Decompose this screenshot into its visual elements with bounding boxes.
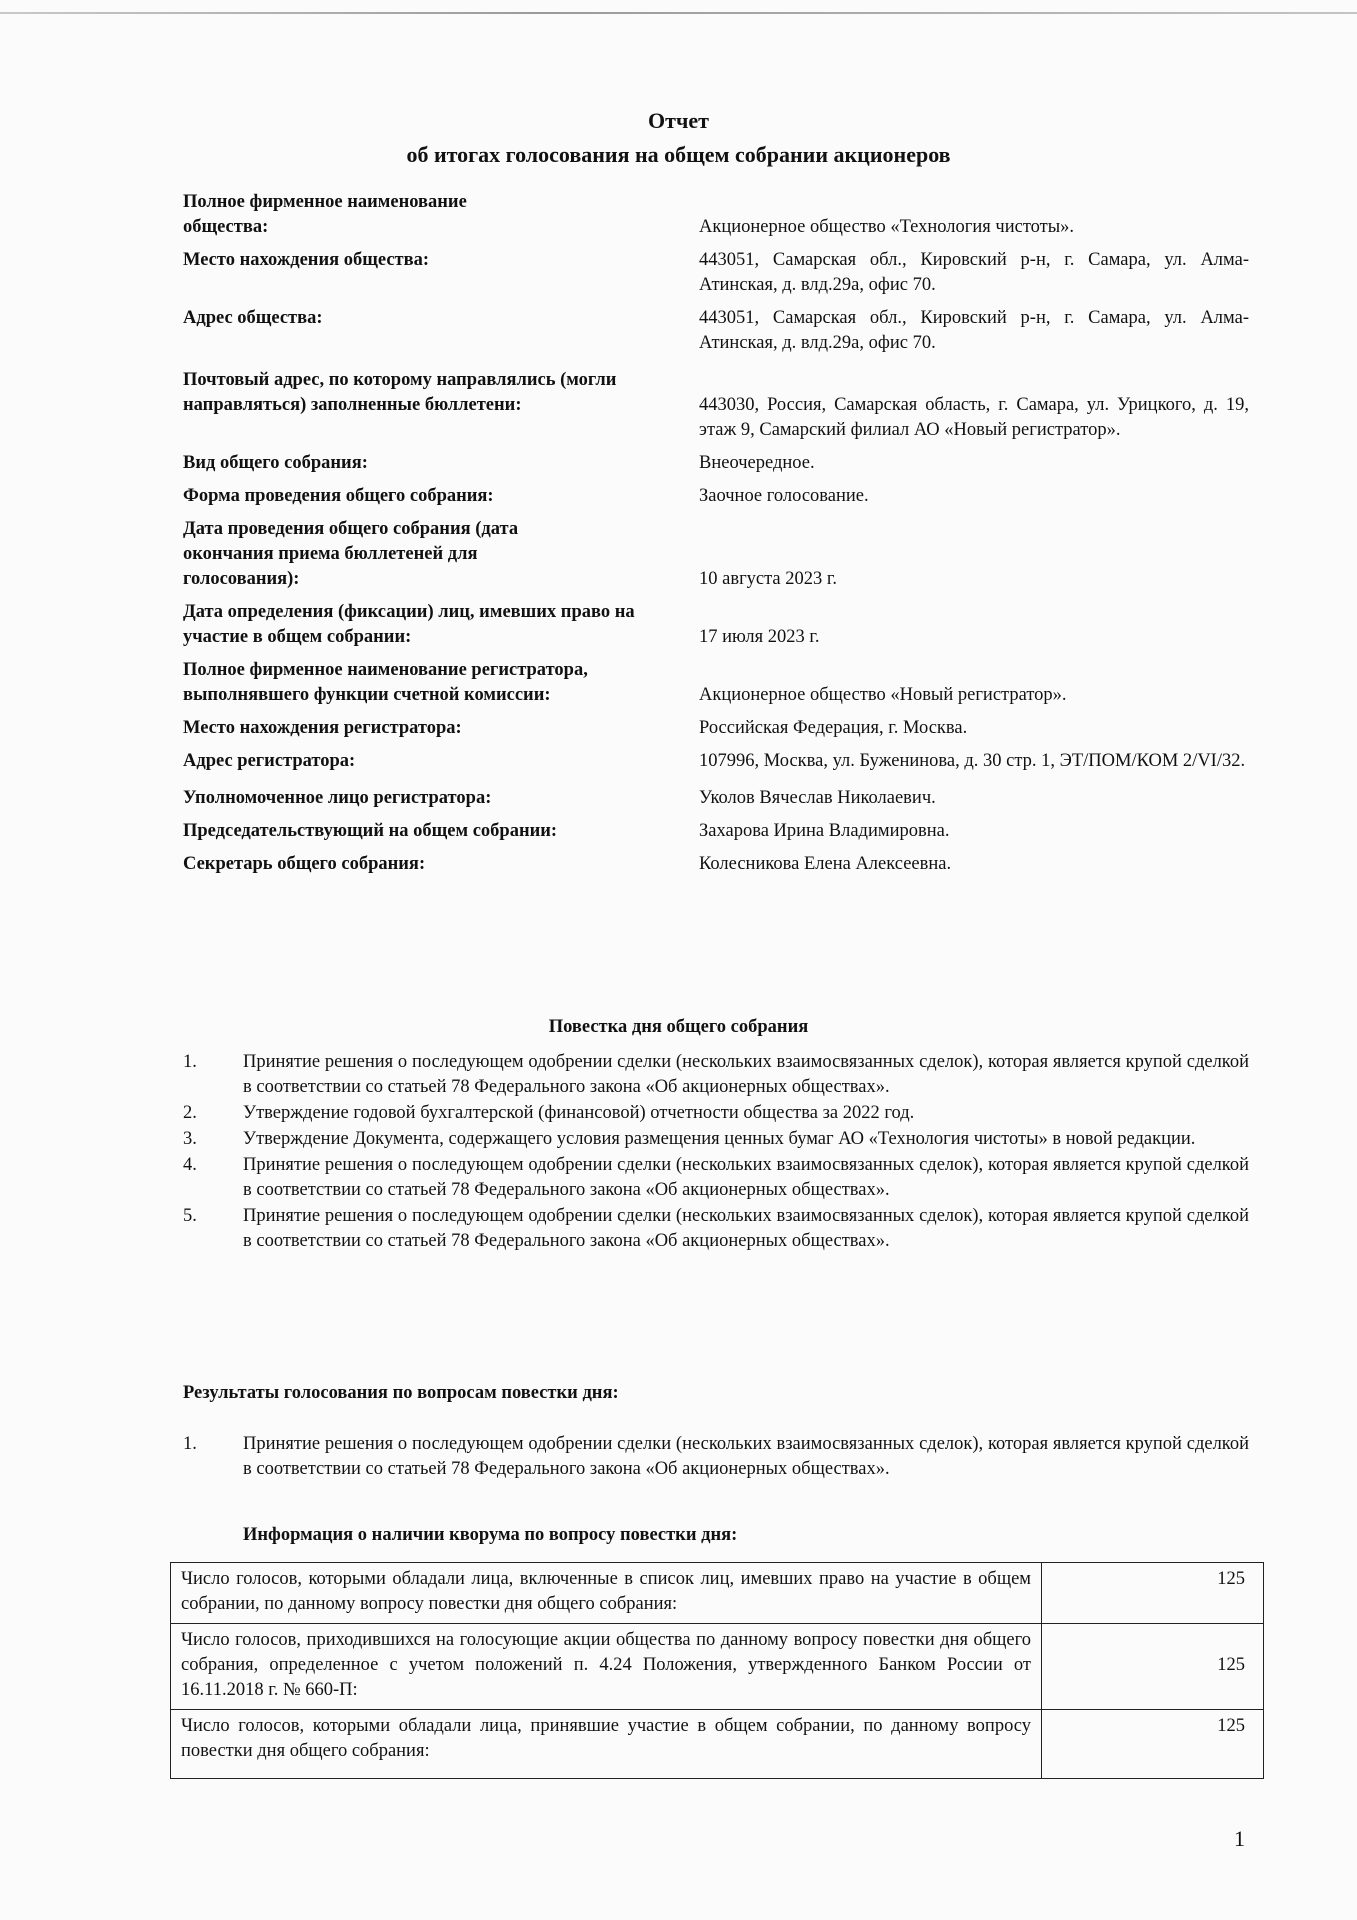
info-row-registrar-representative: [183, 786, 1249, 811]
info-label: Место нахождения общества:: [183, 250, 430, 270]
results-title: Результаты голосования по вопросам повестки дня:: [183, 1383, 619, 1403]
info-row-meeting-type: [183, 451, 1249, 476]
info-row-postal-address: [183, 368, 1249, 443]
quorum-description: Число голосов, которыми обладали лица, принявшие участие в общем собрании, по данному вопросу повестки дня общего собрания:: [171, 1710, 1042, 1779]
info-value: 443030, Россия, Самарская область, г. Самара, ул. Урицкого, д. 19, этаж 9, Самарский филиал АО «Новый регистратор».: [699, 395, 1249, 440]
info-value: 107996, Москва, ул. Буженинова, д. 30 стр. 1, ЭТ/ПОМ/КОМ 2/VI/32.: [699, 751, 1246, 771]
info-row-registrar-location: [183, 716, 1249, 741]
info-value: Внеочередное.: [699, 453, 815, 473]
table-row: [171, 1563, 1264, 1624]
info-row-record-date: [183, 600, 1249, 650]
agenda-item: [183, 1127, 1249, 1152]
agenda-item-number: 5.: [183, 1206, 197, 1226]
info-label: Форма проведения общего собрания:: [183, 486, 494, 506]
agenda-item-number: 4.: [183, 1155, 197, 1175]
info-row-meeting-date: [183, 517, 1249, 592]
table-row: [171, 1710, 1264, 1779]
info-row-registrar-address: [183, 749, 1249, 774]
info-value: Уколов Вячеслав Николаевич.: [699, 788, 936, 808]
info-row-chairman: [183, 819, 1249, 844]
page-number: 1: [1234, 1826, 1245, 1851]
quorum-description: Число голосов, которыми обладали лица, включенные в список лиц, имевших право на участие в общем собрании, по данному вопросу повестки дня общего собрания:: [171, 1563, 1042, 1624]
info-value: Заочное голосование.: [699, 486, 869, 506]
results-question: [183, 1432, 1249, 1482]
agenda-item-text: Принятие решения о последующем одобрении сделки (нескольких взаимосвязанных сделок), которая является крупой сделкой в соответствии со статьей 78 Федерального закона «Об акционерных обществах».: [243, 1206, 1249, 1251]
info-value: 17 июля 2023 г.: [699, 627, 820, 647]
info-label: Адрес регистратора:: [183, 751, 356, 771]
info-value: Российская Федерация, г. Москва.: [699, 718, 968, 738]
info-label: Уполномоченное лицо регистратора:: [183, 788, 492, 808]
results-item: [183, 1432, 1249, 1483]
table-row: [171, 1624, 1264, 1710]
agenda-item-text: Принятие решения о последующем одобрении сделки (нескольких взаимосвязанных сделок), которая является крупой сделкой в соответствии со статьей 78 Федерального закона «Об акционерных обществах».: [243, 1052, 1249, 1097]
info-label: Место нахождения регистратора:: [183, 718, 462, 738]
info-value: Акционерное общество «Новый регистратор».: [699, 685, 1067, 705]
agenda-list: [183, 1050, 1249, 1255]
agenda-item: [183, 1101, 1249, 1126]
agenda-item-text: Утверждение годовой бухгалтерской (финансовой) отчетности общества за 2022 год.: [243, 1103, 915, 1123]
quorum-description: Число голосов, приходившихся на голосующие акции общества по данному вопросу повестки дня общего собрания, определенное с учетом положений п. 4.24 Положения, утвержденного Банком России от 16.11.2018 г. № 660-П:: [171, 1624, 1042, 1710]
quorum-table: [170, 1562, 1264, 1779]
info-label: Дата определения (фиксации) лиц, имевших право на участие в общем собрании:: [183, 602, 635, 647]
agenda-item-text: Утверждение Документа, содержащего условия размещения ценных бумаг АО «Технология чистоты» в новой редакции.: [243, 1129, 1196, 1149]
info-value: 443051, Самарская обл., Кировский р-н, г. Самара, ул. Алма-Атинская, д. влд.29а, офис 70.: [699, 308, 1249, 353]
info-label: Полное фирменное наименование регистратора, выполнявшего функции счетной комиссии:: [183, 660, 588, 705]
meeting-info: [183, 190, 1249, 885]
info-row-meeting-form: [183, 484, 1249, 509]
agenda-item-number: 3.: [183, 1129, 197, 1149]
info-label: Вид общего собрания:: [183, 453, 368, 473]
agenda-item: [183, 1204, 1249, 1254]
info-label: Дата проведения общего собрания (дата окончания приема бюллетеней для голосования):: [183, 519, 519, 589]
info-label: Почтовый адрес, по которому направлялись (могли направляться) заполненные бюллетени:: [183, 370, 617, 415]
quorum-title: Информация о наличии кворума по вопросу повестки дня:: [243, 1525, 738, 1545]
info-value: Захарова Ирина Владимировна.: [699, 821, 950, 841]
agenda-title: Повестка дня общего собрания: [548, 1017, 809, 1037]
agenda-item: [183, 1050, 1249, 1100]
info-label: Председательствующий на общем собрании:: [183, 821, 558, 841]
document-subtitle: об итогах голосования на общем собрании акционеров: [406, 142, 951, 167]
info-row-address: [183, 306, 1249, 356]
quorum-value: 125: [1042, 1563, 1264, 1624]
info-value: Акционерное общество «Технология чистоты».: [699, 217, 1075, 237]
info-row-registrar-name: [183, 658, 1249, 708]
agenda-item: [183, 1153, 1249, 1203]
info-label: Адрес общества:: [183, 308, 323, 328]
quorum-value: 125: [1042, 1710, 1264, 1779]
info-row-location: [183, 248, 1249, 298]
info-value: Колесникова Елена Алексеевна.: [699, 854, 952, 874]
info-label: Полное фирменное наименование общества:: [183, 192, 467, 237]
scan-edge-line: [0, 12, 1357, 14]
agenda-item-number: 1.: [183, 1052, 197, 1072]
quorum-value: 125: [1042, 1624, 1264, 1710]
results-item-number: 1.: [183, 1434, 197, 1454]
results-item-text: Принятие решения о последующем одобрении сделки (нескольких взаимосвязанных сделок), которая является крупой сделкой в соответствии со статьей 78 Федерального закона «Об акционерных обществах».: [243, 1434, 1249, 1479]
document-title: Отчет: [648, 108, 709, 133]
info-row-secretary: [183, 852, 1249, 877]
info-value: 10 августа 2023 г.: [699, 569, 838, 589]
agenda-item-number: 2.: [183, 1103, 197, 1123]
agenda-item-text: Принятие решения о последующем одобрении сделки (нескольких взаимосвязанных сделок), которая является крупой сделкой в соответствии со статьей 78 Федерального закона «Об акционерных обществах».: [243, 1155, 1249, 1200]
info-row-company-name: [183, 190, 1249, 240]
info-value: 443051, Самарская обл., Кировский р-н, г. Самара, ул. Алма-Атинская, д. влд.29а, офис 70.: [699, 250, 1249, 295]
info-label: Секретарь общего собрания:: [183, 854, 426, 874]
